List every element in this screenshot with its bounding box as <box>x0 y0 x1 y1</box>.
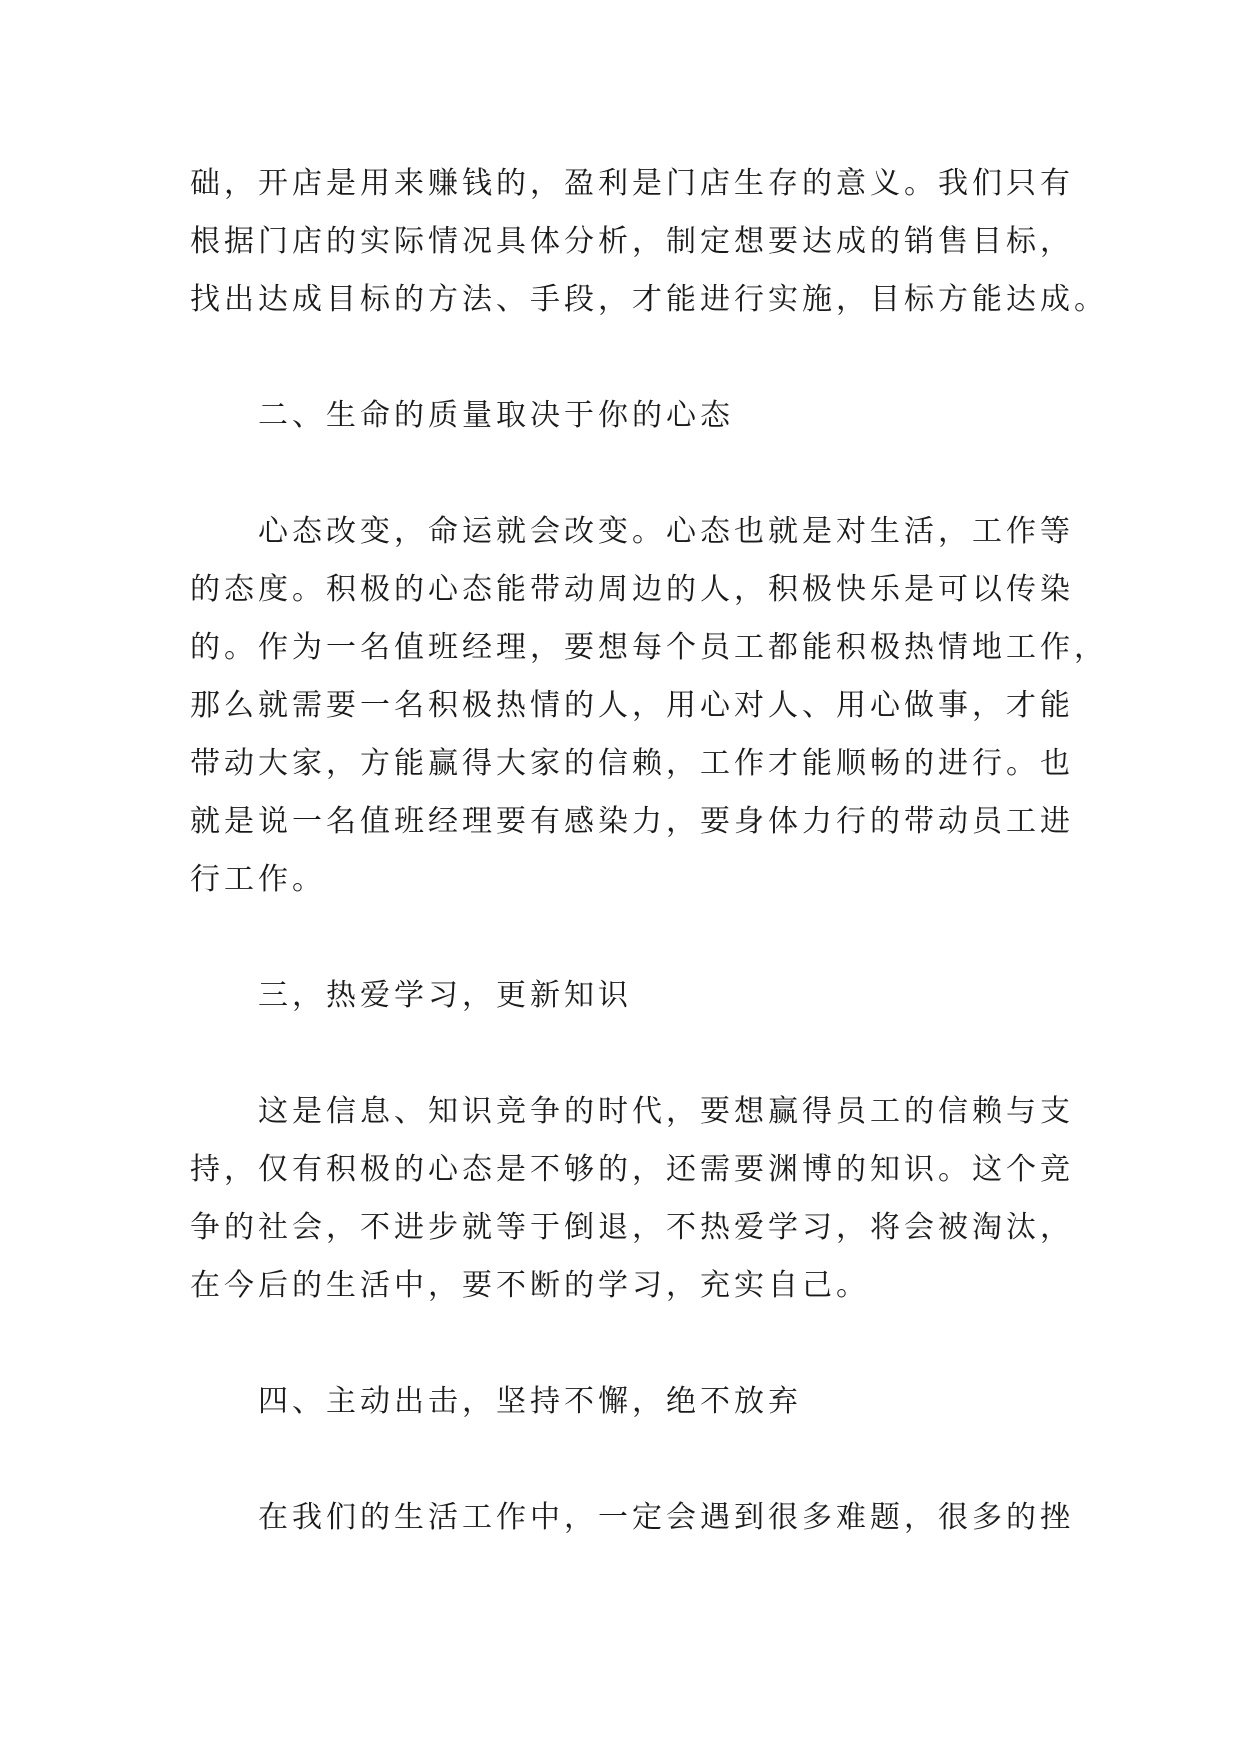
paragraph-line: 就是说一名值班经理要有感染力，要身体力行的带动员工进 <box>190 804 1074 839</box>
spacer <box>190 1431 1050 1489</box>
heading-text: 三，热爱学习，更新知识 <box>258 978 632 1013</box>
paragraph-line: 在今后的生活中，要不断的学习，充实自己。 <box>190 1268 870 1303</box>
section-heading-2 <box>190 387 1050 445</box>
paragraph-line: 根据门店的实际情况具体分析，制定想要达成的销售目标， <box>190 224 1074 259</box>
section-heading-4 <box>190 1373 1050 1431</box>
spacer <box>190 1315 1050 1373</box>
spacer <box>190 909 1050 967</box>
paragraph-line: 的态度。积极的心态能带动周边的人，积极快乐是可以传染 <box>190 572 1074 607</box>
heading-text: 四、主动出击，坚持不懈，绝不放弃 <box>258 1384 802 1419</box>
paragraph-3 <box>190 1083 1074 1315</box>
paragraph-2 <box>190 503 1108 909</box>
paragraph-line: 的。作为一名值班经理，要想每个员工都能积极热情地工作， <box>190 630 1108 665</box>
spacer <box>190 445 1050 503</box>
document-body <box>190 155 1108 1547</box>
paragraph-line: 持，仅有积极的心态是不够的，还需要渊博的知识。这个竞 <box>190 1152 1074 1187</box>
paragraph-line: 在我们的生活工作中，一定会遇到很多难题，很多的挫 <box>258 1500 1074 1535</box>
paragraph-line: 心态改变，命运就会改变。心态也就是对生活，工作等 <box>258 514 1074 549</box>
paragraph-line: 础，开店是用来赚钱的，盈利是门店生存的意义。我们只有 <box>190 166 1074 201</box>
paragraph-4 <box>190 1489 1074 1547</box>
heading-text: 二、生命的质量取决于你的心态 <box>258 398 734 433</box>
paragraph-line: 行工作。 <box>190 862 326 897</box>
paragraph-line: 这是信息、知识竞争的时代，要想赢得员工的信赖与支 <box>258 1094 1074 1129</box>
spacer <box>190 1025 1050 1083</box>
paragraph-line: 争的社会，不进步就等于倒退，不热爱学习，将会被淘汰， <box>190 1210 1074 1245</box>
paragraph-1 <box>190 155 1108 329</box>
spacer <box>190 329 1050 387</box>
section-heading-3 <box>190 967 1050 1025</box>
paragraph-line: 带动大家，方能赢得大家的信赖，工作才能顺畅的进行。也 <box>190 746 1074 781</box>
paragraph-line: 那么就需要一名积极热情的人，用心对人、用心做事，才能 <box>190 688 1074 723</box>
paragraph-line: 找出达成目标的方法、手段，才能进行实施，目标方能达成。 <box>190 282 1108 317</box>
